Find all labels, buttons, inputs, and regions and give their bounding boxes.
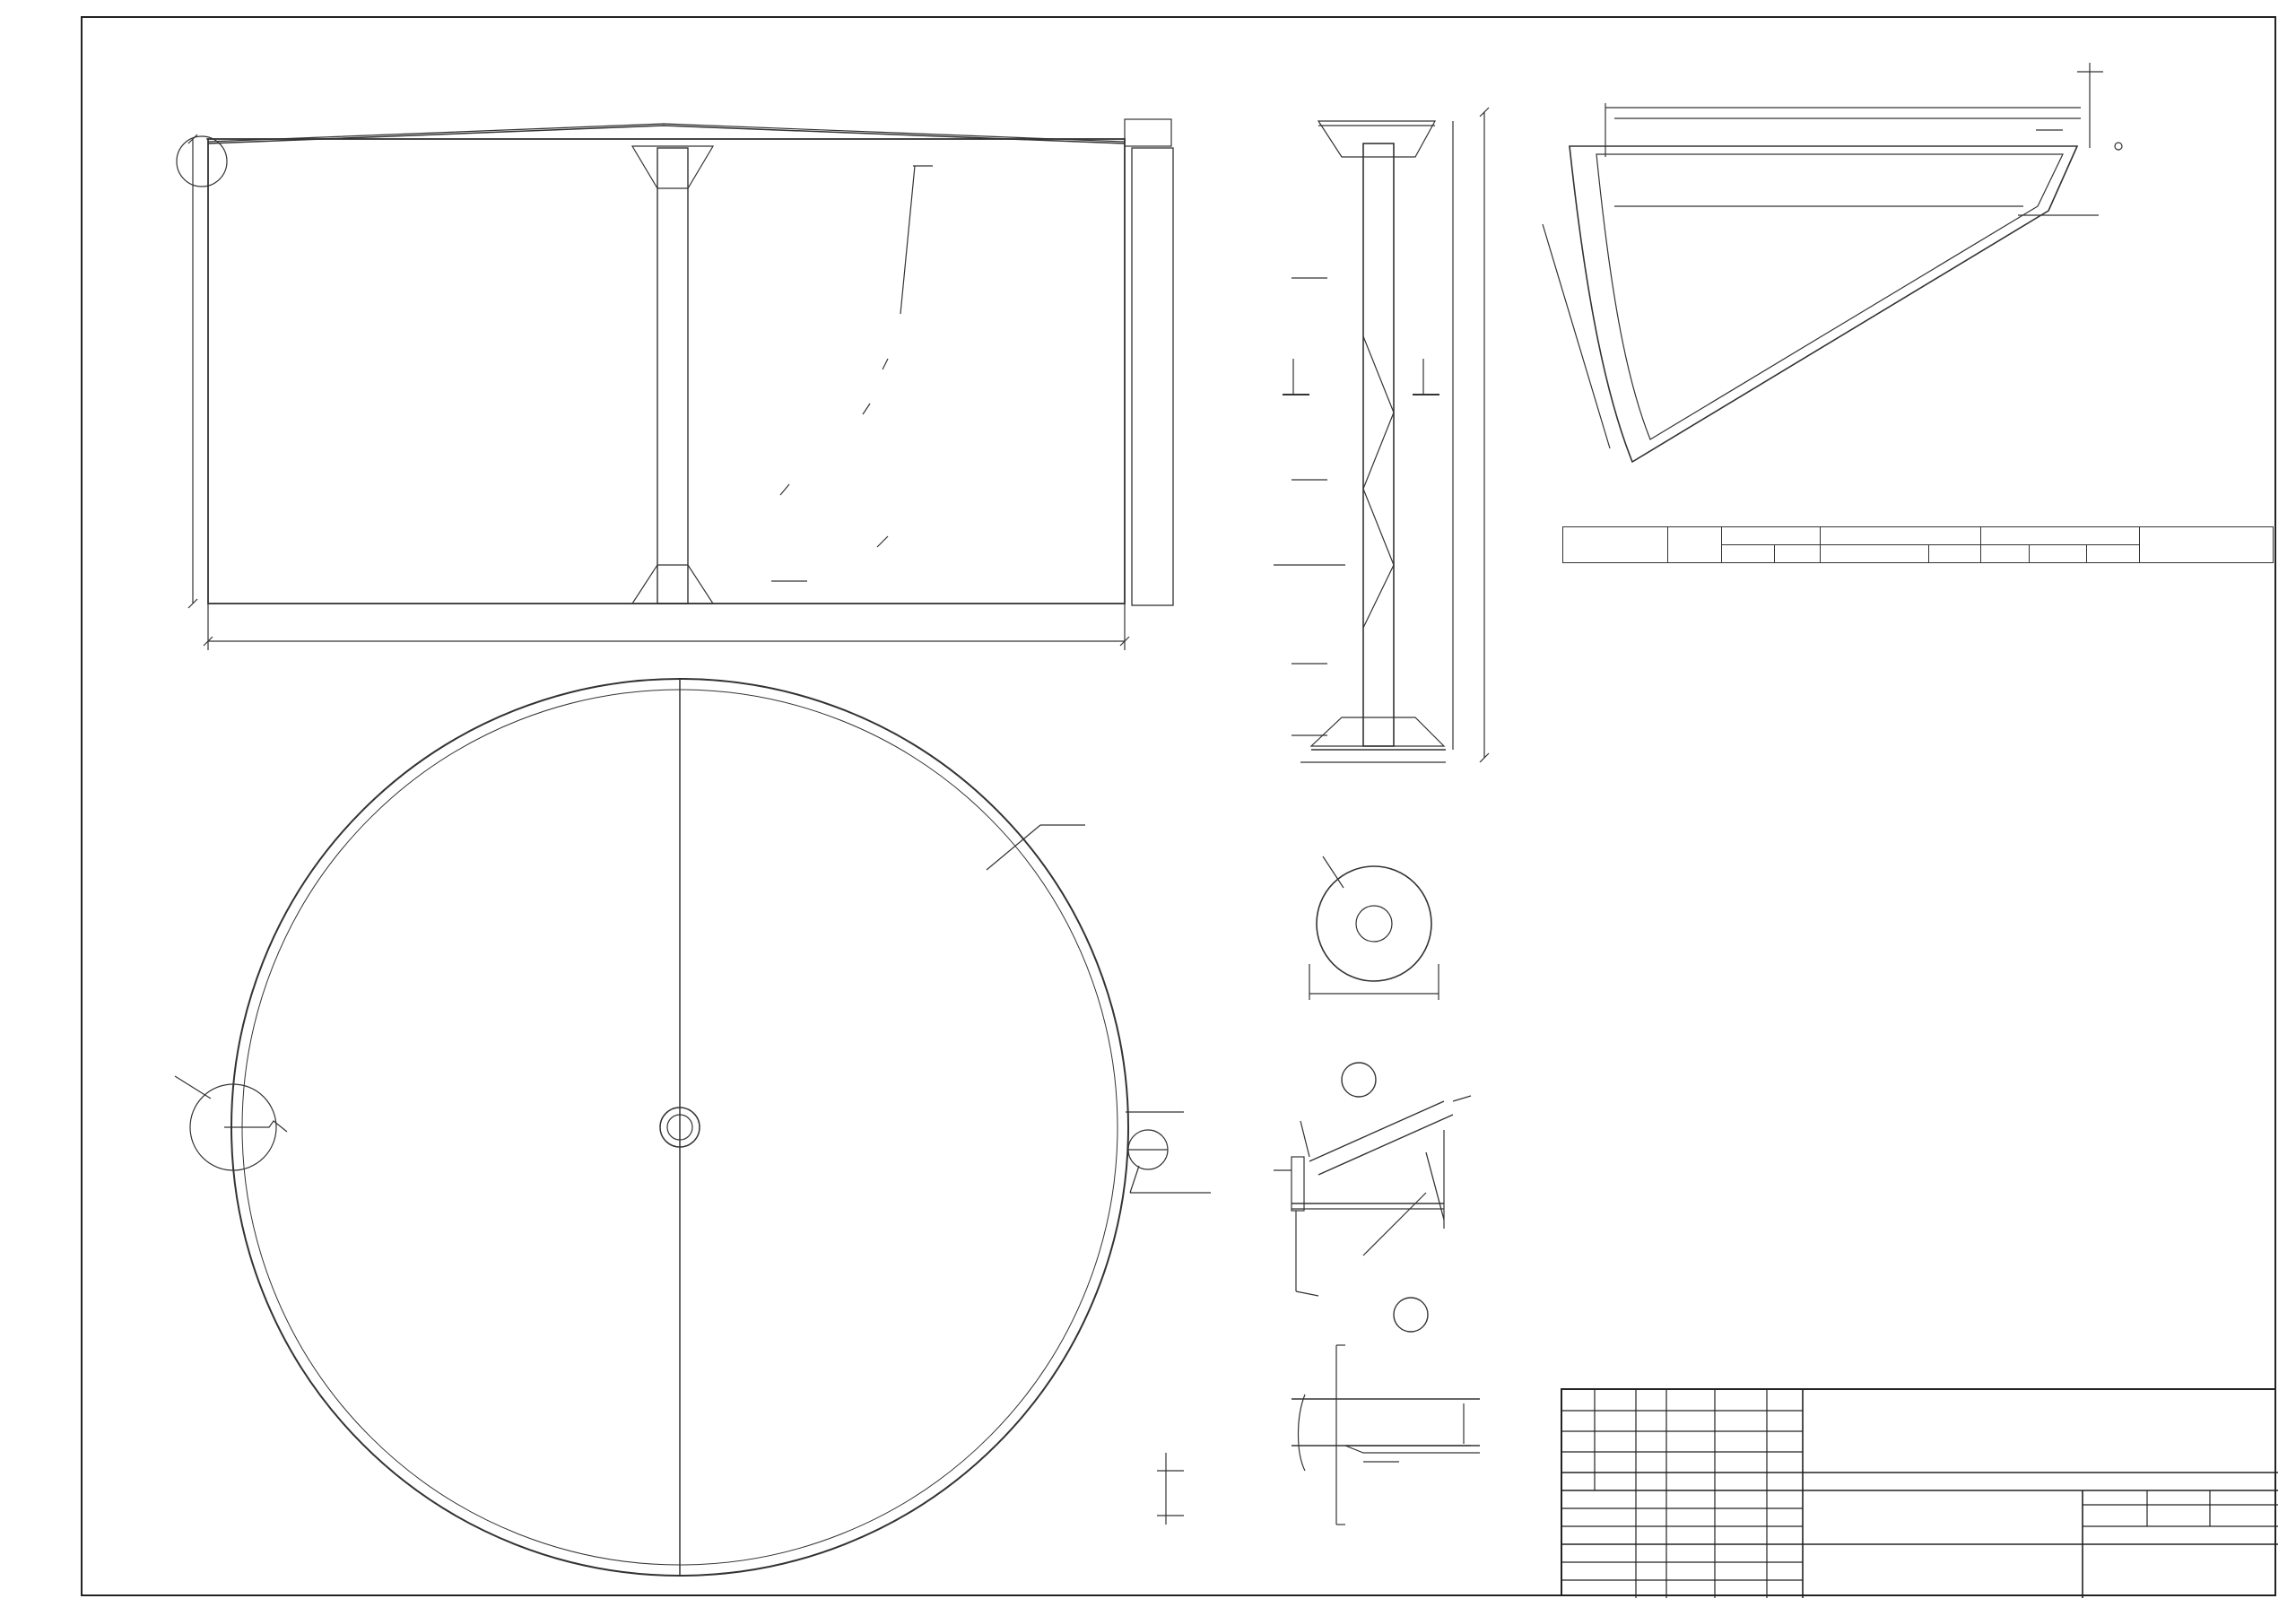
shield-1 <box>1543 63 2122 462</box>
spec-header-asm <box>1668 527 1722 563</box>
section-1-1 <box>1309 856 1439 1000</box>
detail-2 <box>1157 1298 1480 1525</box>
spec-header-length <box>1929 545 1981 563</box>
spec-header-note <box>2140 527 2274 563</box>
title-block <box>1561 1388 2276 1596</box>
spec-header-steel <box>2087 545 2140 563</box>
spec-header-mark <box>1563 527 1668 563</box>
tank-elevation <box>177 119 1173 650</box>
stand-c1 <box>1274 108 1489 762</box>
spec-header-sketch <box>1821 545 1929 563</box>
spec-header-qty-t <box>1722 545 1775 563</box>
detail-1 <box>1274 1063 1471 1296</box>
title-block-grid <box>1562 1390 2278 1598</box>
spec-header-qty <box>1722 527 1821 545</box>
spec-header-qty-n <box>1775 545 1821 563</box>
spec-header-mass <box>1981 527 2140 545</box>
spec-header-mass-total <box>2030 545 2087 563</box>
spec-header-mass-kg <box>1981 545 2030 563</box>
spec-table <box>1562 526 2274 563</box>
tank-plan <box>175 679 1211 1576</box>
spec-header-section <box>1821 527 1981 545</box>
